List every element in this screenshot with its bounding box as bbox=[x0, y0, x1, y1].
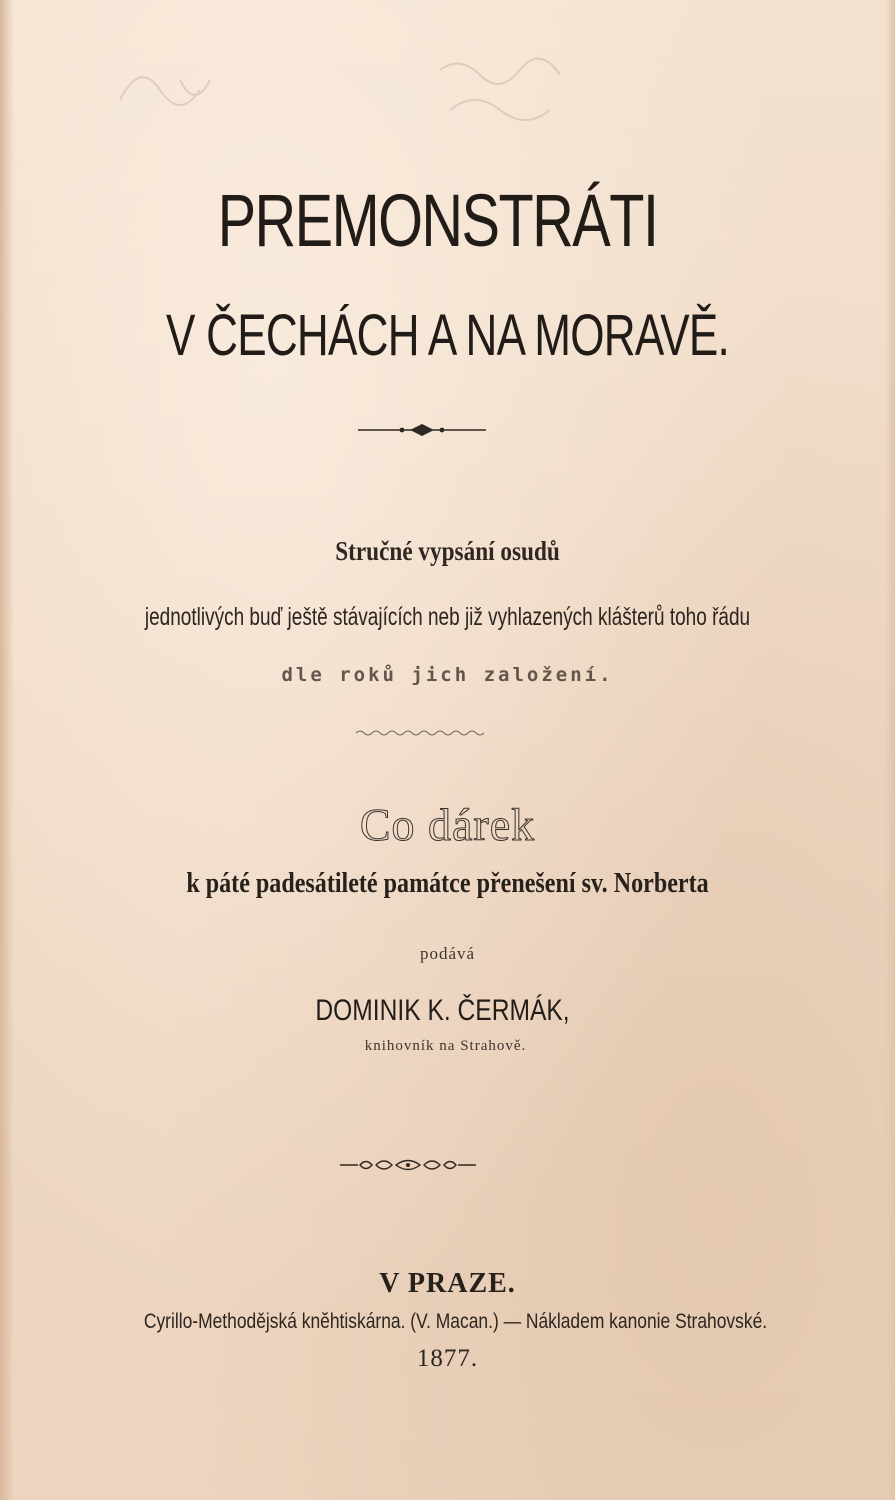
title-line-2: V ČECHÁCH A NA MORAVĚ. bbox=[166, 303, 729, 368]
title-line-1: PREMONSTRÁTI bbox=[217, 179, 658, 262]
subtitle-line-2: jednotlivých buď ještě stávajících neb již vyhlazených klášterů toho řádu bbox=[144, 603, 751, 631]
imprint-place: V PRAZE. bbox=[379, 1268, 516, 1299]
subtitle-line-1: Stručné vypsání osudů bbox=[335, 536, 560, 566]
imprint-year: 1877. bbox=[416, 1345, 479, 1372]
author-name: DOMINIK K. ČERMÁK, bbox=[315, 994, 570, 1027]
subtitle-line-3: dle roků jich založení. bbox=[281, 664, 614, 686]
dedication-presents: podává bbox=[419, 944, 476, 963]
wavy-divider bbox=[356, 728, 484, 738]
dedication-heading: Co dárek bbox=[359, 799, 536, 850]
dedication-occasion: k páté padesátileté památce přenešení sv. Norberta bbox=[186, 868, 709, 899]
author-role: knihovník na Strahově. bbox=[364, 1038, 527, 1054]
faded-handwriting-mark bbox=[110, 40, 650, 150]
chain-ornament bbox=[340, 1156, 476, 1174]
divider-ornament bbox=[358, 420, 486, 440]
imprint-printer: Cyrillo-Methodějská knĕhtiskárna. (V. Macan.) — Nákladem kanonie Strahovské. bbox=[143, 1310, 768, 1333]
